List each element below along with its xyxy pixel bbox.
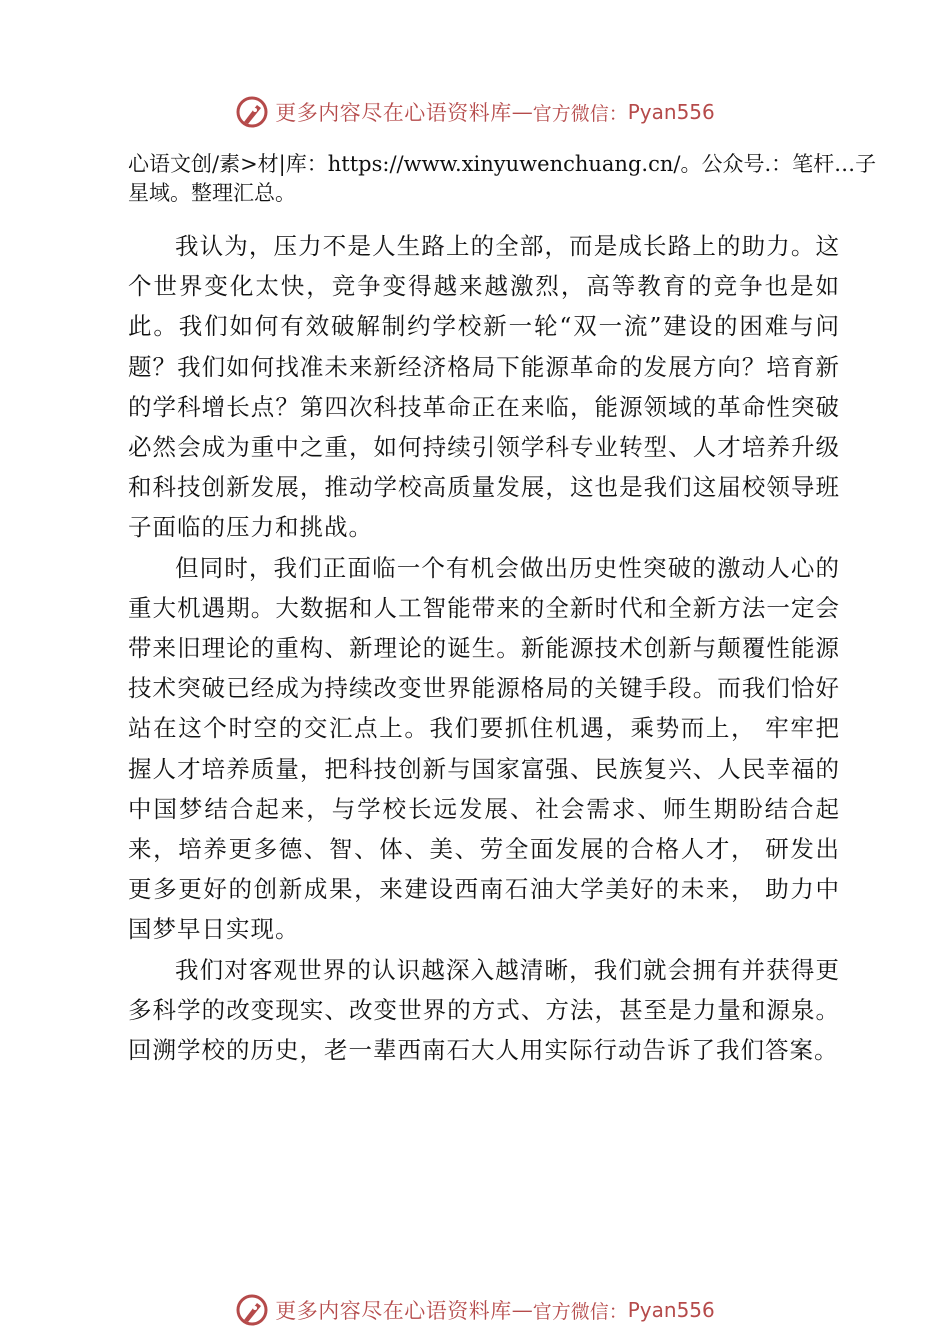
banner-wechat-id: Pyan556 bbox=[627, 100, 715, 124]
banner-slogan: 更多内容尽在心语资料库 bbox=[275, 1299, 512, 1323]
banner-separator: — bbox=[511, 1298, 533, 1322]
pen-nib-circle-icon bbox=[235, 95, 269, 129]
pen-nib-circle-icon bbox=[235, 1293, 269, 1327]
banner-slogan: 更多内容尽在心语资料库 bbox=[275, 101, 512, 125]
banner-wechat-id: Pyan556 bbox=[627, 1298, 715, 1322]
document-body bbox=[128, 226, 840, 1070]
banner-wechat-label: 官方微信： bbox=[532, 102, 628, 125]
paragraph: 但同时，我们正面临一个有机会做出历史性突破的激动人心的重大机遇期。大数据和人工智能带来的全新时代和全新方法一定会带来旧理论的重构、新理论的诞生。新能源技术创新与颠覆性能源技术突破已经成为持续改变世界能源格局的关键手段。而我们恰好站在这个时空的交汇点上。我们要抓住机遇，乘势而上， 牢牢把握人才培养质量，把科技创新与国家富强、民族复兴、人民幸福的中国梦结合起来，与学校长远发展、社会需求、师生期盼结合起来，培养更多德、智、体、美、劳全面发展的合格人才， 研发出更多更好的创新成果，来建设西南石油大学美好的未来， 助力中国梦早日实现。 bbox=[128, 553, 840, 944]
banner-wechat-label: 官方微信： bbox=[532, 1300, 628, 1323]
source-line: 心语文创/素>材|库：https://www.xinyuwenchuang.cn/。公众号.：笔杆…子星域。整理汇总。 bbox=[128, 152, 877, 205]
paragraph: 我认为，压力不是人生路上的全部，而是成长路上的助力。这个世界变化太快，竞争变得越来越激烈，高等教育的竞争也是如此。我们如何有效破解制约学校新一轮“双一流”建设的困难与问题？我们如何找准未来新经济格局下能源革命的发展方向？培育新的学科增长点？第四次科技革命正在来临，能源领域的革命性突破必然会成为重中之重，如何持续引领学科专业转型、人才培养升级和科技创新发展，推动学校高质量发展，这也是我们这届校领导班子面临的压力和挑战。 bbox=[128, 232, 840, 542]
banner-separator: — bbox=[511, 100, 533, 124]
paragraph: 我们对客观世界的认识越深入越清晰，我们就会拥有并获得更多科学的改变现实、改变世界的方式、方法，甚至是力量和源泉。回溯学校的历史，老一辈西南石大人用实际行动告诉了我们答案。 bbox=[128, 955, 840, 1065]
footer-banner bbox=[0, 1290, 950, 1330]
header-banner bbox=[0, 92, 950, 132]
